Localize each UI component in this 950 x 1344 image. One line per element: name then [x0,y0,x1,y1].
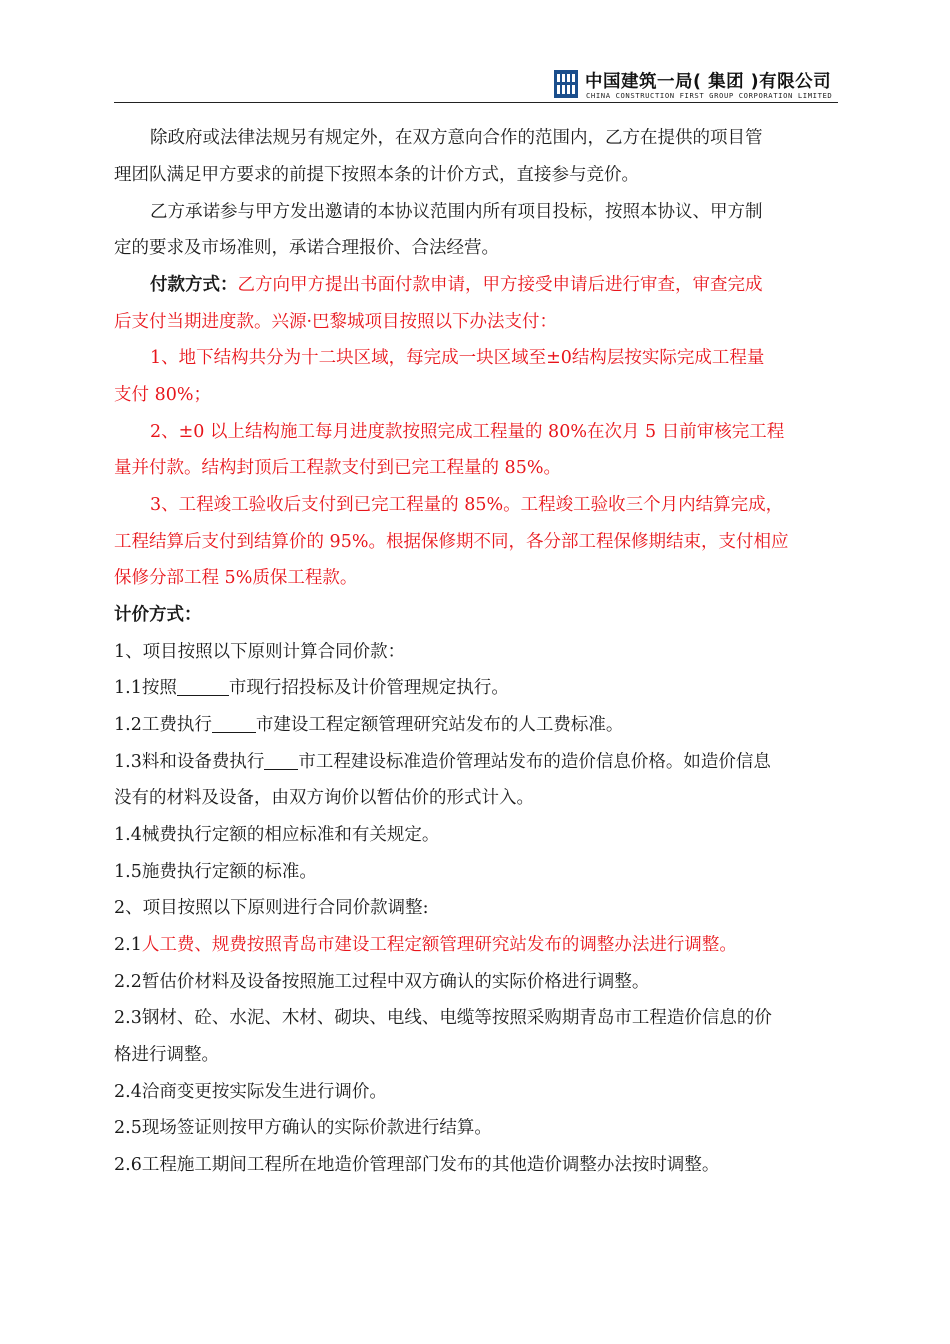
clause-2-1-number: 2.1 [114,935,142,955]
cscec-logo-icon [554,70,578,98]
payment-item-1-line-2: 支付 80%； [114,385,211,405]
clause-1-2-end: 市建设工程定额管理研究站发布的人工费标准。 [255,715,624,735]
payment-item-2-line-2: 量并付款。结构封顶后工程款支付到已完工程量的 85%。 [114,458,561,478]
clause-2-1 [114,927,836,964]
company-name-cn: 中国建筑一局( 集团 )有限公司 [585,72,832,92]
pricing-method-label: 计价方式： [114,605,202,625]
blank-city-1 [177,677,229,696]
payment-method-line-1 [114,267,872,304]
clause-1-2 [114,707,836,744]
section-2-heading: 2、项目按照以下原则进行合同价款调整: [114,898,429,918]
clause-1-3-end: 市工程建设标准造价管理站发布的造价信息价格。如造价信息 [298,752,771,772]
company-name-en: CHINA CONSTRUCTION FIRST GROUP CORPORATION LIMITED [586,91,833,100]
paragraph-1-line-2: 理团队满足甲方要求的前提下按照本条的计价方式，直接参与竞价。 [114,165,639,185]
clause-1-3-start: 1.3料和设备费执行 [114,752,265,772]
paragraph-2-line-1: 乙方承诺参与甲方发出邀请的本协议范围内所有项目投标，按照本协议、甲方制 [150,202,763,222]
payment-item-2-line-1: 2、±0 以上结构施工每月进度款按照完成工程量的 80%在次月 5 日前审核完工程 [150,422,785,442]
clause-1-3-line-2: 没有的材料及设备，由双方询价以暂估价的形式计入。 [114,788,534,808]
clause-2-1-text: 人工费、规费按照青岛市建设工程定额管理研究站发布的调整办法进行调整。 [141,935,737,955]
clause-1-2-start: 1.2工费执行 [114,715,212,735]
payment-item-1-line-1: 1、地下结构共分为十二块区域，每完成一块区域至±0结构层按实际完成工程量 [150,348,765,368]
clause-1-1-end: 市现行招投标及计价管理规定执行。 [228,678,509,698]
clause-2-3-line-2: 格进行调整。 [114,1045,219,1065]
clause-1-5: 1.5施费执行定额的标准。 [114,862,317,882]
payment-item-3-line-2: 工程结算后支付到结算价的 95%。根据保修期不同，各分部工程保修期结束，支付相应 [114,532,789,552]
clause-1-1-start: 1.1按照 [114,678,177,698]
paragraph-1-line-1: 除政府或法律法规另有规定外，在双方意向合作的范围内，乙方在提供的项目管 [150,128,763,148]
payment-method-text: 乙方向甲方提出书面付款申请，甲方接受申请后进行审查，审查完成 [237,275,763,295]
payment-item-3-line-3: 保修分部工程 5%质保工程款。 [114,568,358,588]
clause-1-3 [114,744,836,781]
section-1-heading: 1、项目按照以下原则计算合同价款： [114,642,406,662]
clause-2-5: 2.5现场签证则按甲方确认的实际价款进行结算。 [114,1118,492,1138]
clause-2-4: 2.4洽商变更按实际发生进行调价。 [114,1082,387,1102]
payment-method-line-2: 后支付当期进度款。兴源·巴黎城项目按照以下办法支付： [114,312,558,332]
clause-1-1 [114,670,836,707]
blank-city-3 [264,751,298,770]
paragraph-2-line-2: 定的要求及市场准则，承诺合理报价、合法经营。 [114,238,499,258]
clause-2-3-line-1: 2.3钢材、砼、水泥、木材、砌块、电线、电缆等按照采购期青岛市工程造价信息的价 [114,1008,772,1028]
payment-item-3-line-1: 3、工程竣工验收后支付到已完工程量的 85%。工程竣工验收三个月内结算完成， [150,495,784,515]
blank-city-2 [212,714,256,733]
clause-2-2: 2.2暂估价材料及设备按照施工过程中双方确认的实际价格进行调整。 [114,972,650,992]
header-divider [114,102,838,103]
clause-2-6: 2.6工程施工期间工程所在地造价管理部门发布的其他造价调整办法按时调整。 [114,1155,720,1175]
payment-method-label: 付款方式： [150,275,238,295]
clause-1-4: 1.4械费执行定额的相应标准和有关规定。 [114,825,440,845]
